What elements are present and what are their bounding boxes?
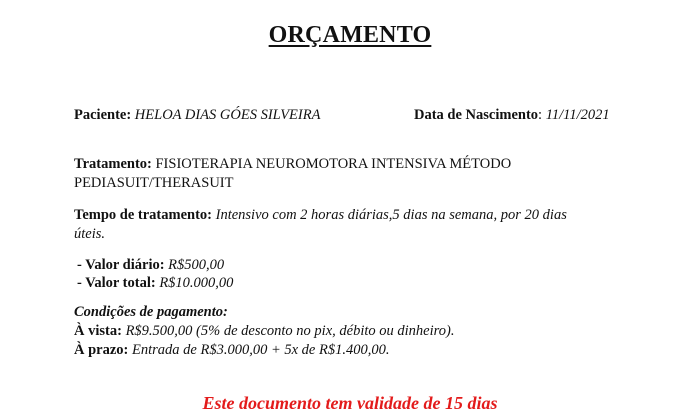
cash-payment-label: À vista: [74, 323, 122, 339]
birth-date-value: 11/11/2021 [545, 107, 610, 123]
duration-value-2: úteis. [74, 226, 106, 242]
birth-date-line [414, 106, 610, 125]
patient-line [74, 106, 320, 125]
document-title: ORÇAMENTO [268, 22, 432, 48]
daily-value-amount: R$500,00 [168, 257, 225, 273]
treatment-label: Tratamento: [74, 156, 152, 172]
cash-payment-value: R$9.500,00 (5% de desconto no pix, débito ou dinheiro). [125, 323, 455, 339]
daily-value-label: - Valor diário: [77, 257, 165, 273]
treatment-value-2: PEDIASUIT/THERASUIT [74, 175, 234, 191]
installment-payment-line [74, 341, 389, 360]
duration-value-1: Intensivo com 2 horas diárias,5 dias na semana, por 20 dias [215, 207, 567, 223]
duration-line-2 [74, 225, 105, 244]
daily-value-line [77, 256, 224, 275]
total-value-label: - Valor total: [77, 275, 156, 291]
treatment-line-1 [74, 155, 511, 174]
payment-heading: Condições de pagamento: [74, 304, 228, 320]
total-value-amount: R$10.000,00 [159, 275, 234, 291]
payment-heading-line [74, 303, 228, 322]
duration-label: Tempo de tratamento: [74, 207, 212, 223]
birth-date-colon: : [538, 107, 543, 123]
patient-label: Paciente: [74, 107, 132, 123]
installment-payment-label: À prazo: [74, 342, 129, 358]
duration-line-1 [74, 206, 567, 225]
cash-payment-line [74, 322, 454, 341]
validity-notice: Este documento tem validade de 15 dias [202, 393, 498, 410]
total-value-line [77, 274, 233, 293]
treatment-line-2 [74, 174, 234, 193]
birth-date-label: Data de Nascimento [414, 107, 539, 123]
treatment-value-1: FISIOTERAPIA NEUROMOTORA INTENSIVA MÉTODO [155, 156, 512, 172]
installment-payment-value: Entrada de R$3.000,00 + 5x de R$1.400,00. [132, 342, 390, 358]
patient-name: HELOA DIAS GÓES SILVEIRA [134, 107, 321, 123]
